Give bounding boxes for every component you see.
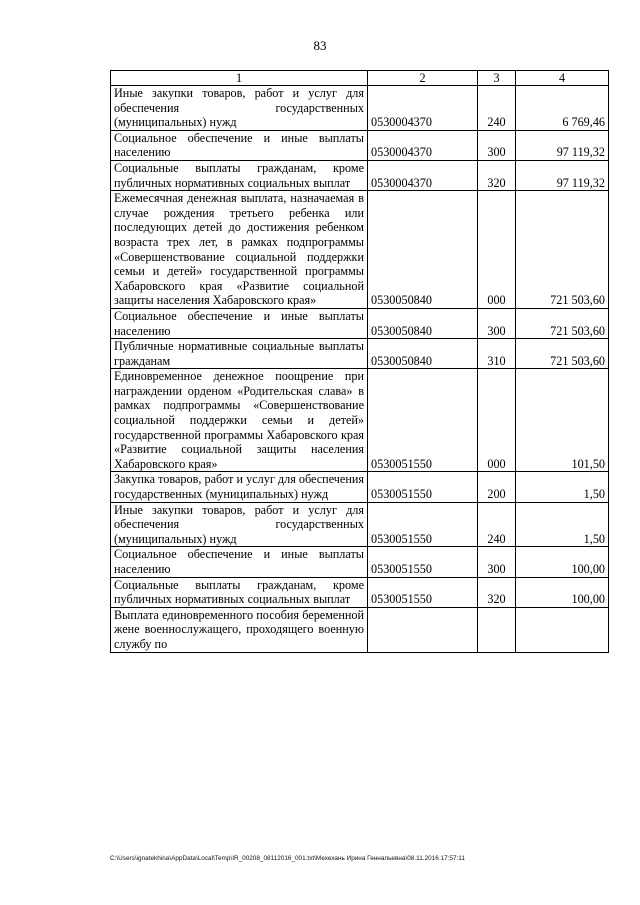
row-expense-type: 240 bbox=[478, 86, 516, 131]
row-expense-type: 300 bbox=[478, 130, 516, 160]
row-description: Публичные нормативные социальные выплаты гражданам bbox=[111, 339, 368, 369]
table-row bbox=[111, 577, 609, 607]
table-row bbox=[111, 339, 609, 369]
row-target-code: 0530051550 bbox=[368, 472, 478, 502]
row-description: Единовременное денежное поощрение при награждении орденом «Родительская слава» в рамках подпрограммы «Совершенствование социальной поддержки семьи и детей» государственной программы Хабаровского края «Развитие социальной защиты населения Хабаровского края» bbox=[111, 369, 368, 472]
row-amount: 97 119,32 bbox=[516, 160, 609, 190]
row-expense-type: 300 bbox=[478, 308, 516, 338]
row-amount: 721 503,60 bbox=[516, 339, 609, 369]
header-col-2: 2 bbox=[368, 71, 478, 86]
row-target-code: 0530051550 bbox=[368, 577, 478, 607]
table-header-row bbox=[111, 71, 609, 86]
row-amount: 100,00 bbox=[516, 547, 609, 577]
row-target-code: 0530050840 bbox=[368, 308, 478, 338]
row-expense-type: 000 bbox=[478, 369, 516, 472]
row-expense-type: 000 bbox=[478, 191, 516, 309]
row-target-code: 0530004370 bbox=[368, 86, 478, 131]
page-number: 83 bbox=[313, 38, 327, 53]
row-amount: 721 503,60 bbox=[516, 191, 609, 309]
row-target-code: 0530051550 bbox=[368, 547, 478, 577]
row-description: Социальное обеспечение и иные выплаты населению bbox=[111, 308, 368, 338]
row-amount bbox=[516, 607, 609, 652]
table-row bbox=[111, 547, 609, 577]
row-description: Закупка товаров, работ и услуг для обеспечения государственных (муниципальных) нужд bbox=[111, 472, 368, 502]
row-amount: 721 503,60 bbox=[516, 308, 609, 338]
row-expense-type bbox=[478, 607, 516, 652]
row-description: Социальные выплаты гражданам, кроме публичных нормативных социальных выплат bbox=[111, 160, 368, 190]
row-amount: 100,00 bbox=[516, 577, 609, 607]
row-amount: 1,50 bbox=[516, 472, 609, 502]
row-description: Социальное обеспечение и иные выплаты населению bbox=[111, 547, 368, 577]
row-target-code: 0530050840 bbox=[368, 191, 478, 309]
row-target-code: 0530051550 bbox=[368, 502, 478, 547]
row-description: Выплата единовременного пособия беременной жене военнослужащего, проходящего военную службу по bbox=[111, 607, 368, 652]
row-expense-type: 310 bbox=[478, 339, 516, 369]
table-row bbox=[111, 472, 609, 502]
row-expense-type: 300 bbox=[478, 547, 516, 577]
header-col-4: 4 bbox=[516, 71, 609, 86]
table-row bbox=[111, 191, 609, 309]
row-target-code: 0530004370 bbox=[368, 160, 478, 190]
row-target-code bbox=[368, 607, 478, 652]
row-target-code: 0530004370 bbox=[368, 130, 478, 160]
row-description: Социальное обеспечение и иные выплаты населению bbox=[111, 130, 368, 160]
row-amount: 1,50 bbox=[516, 502, 609, 547]
row-expense-type: 320 bbox=[478, 160, 516, 190]
row-expense-type: 240 bbox=[478, 502, 516, 547]
table-row bbox=[111, 130, 609, 160]
row-target-code: 0530050840 bbox=[368, 339, 478, 369]
table-row bbox=[111, 607, 609, 652]
table-row bbox=[111, 160, 609, 190]
file-path-footer: C:\Users\ignatekhina\AppData\Local\Temp\IR_00208_08112016_001.txt\Мехехань Ирина Геннальевна\08.11.2016 17:57:11 bbox=[110, 855, 465, 862]
row-description: Иные закупки товаров, работ и услуг для обеспечения государственных (муниципальных) нужд bbox=[111, 502, 368, 547]
row-amount: 101,50 bbox=[516, 369, 609, 472]
table-row bbox=[111, 86, 609, 131]
table-row bbox=[111, 369, 609, 472]
row-amount: 97 119,32 bbox=[516, 130, 609, 160]
budget-table bbox=[110, 70, 609, 653]
table-row bbox=[111, 308, 609, 338]
table-row bbox=[111, 502, 609, 547]
header-col-1: 1 bbox=[111, 71, 368, 86]
row-description: Социальные выплаты гражданам, кроме публичных нормативных социальных выплат bbox=[111, 577, 368, 607]
row-expense-type: 320 bbox=[478, 577, 516, 607]
row-description: Ежемесячная денежная выплата, назначаемая в случае рождения третьего ребенка или последующих детей до достижения ребенком возраста трех лет, в рамках подпрограммы «Совершенствование социальной поддержки семьи и детей» государственной программы Хабаровского края «Развитие социальной защиты населения Хабаровского края» bbox=[111, 191, 368, 309]
row-target-code: 0530051550 bbox=[368, 369, 478, 472]
row-expense-type: 200 bbox=[478, 472, 516, 502]
row-amount: 6 769,46 bbox=[516, 86, 609, 131]
header-col-3: 3 bbox=[478, 71, 516, 86]
row-description: Иные закупки товаров, работ и услуг для обеспечения государственных (муниципальных) нужд bbox=[111, 86, 368, 131]
